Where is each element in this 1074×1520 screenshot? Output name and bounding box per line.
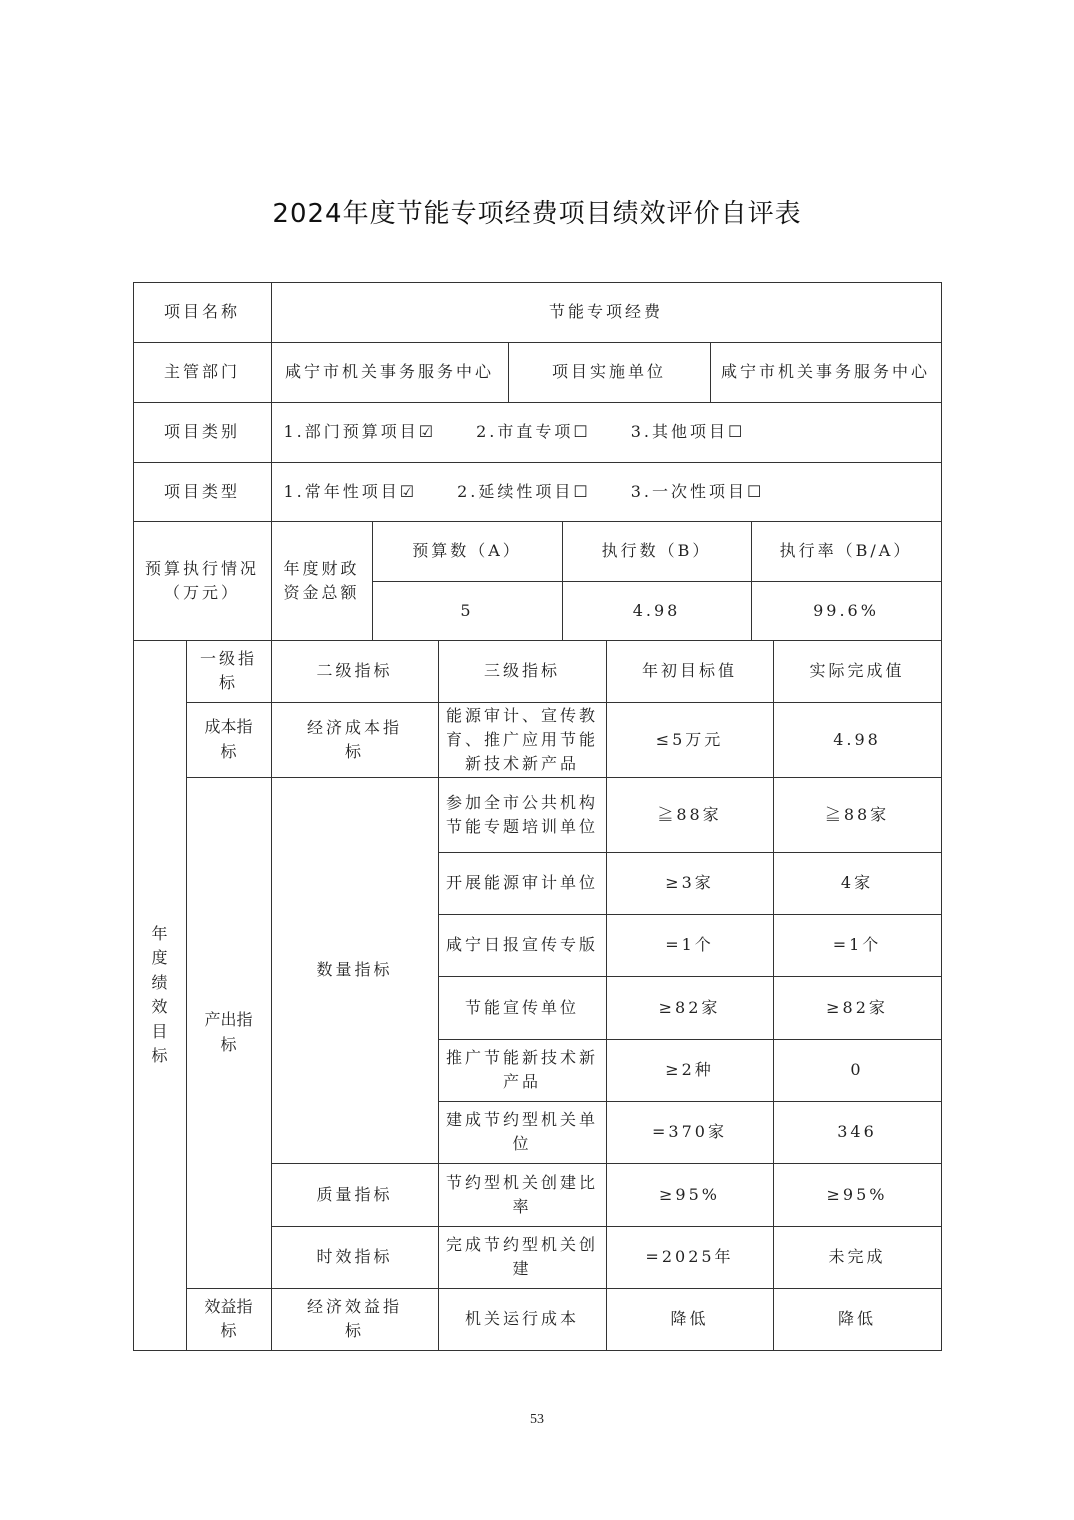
level2-timeliness [271, 1226, 439, 1289]
indicator-name [438, 852, 607, 915]
header-level1-text: 一级指标 [199, 649, 257, 692]
header-level2-text: 二级指标 [316, 661, 393, 680]
value-budget-b [562, 581, 752, 641]
level1-output [186, 777, 272, 1289]
indicator-target [606, 976, 774, 1040]
indicator-name [438, 1288, 607, 1351]
value-impl [710, 342, 942, 403]
label-dept [133, 342, 272, 403]
option-2[interactable]: 2.市直专项☐ [476, 422, 591, 441]
label-annual-goals-text: 年度绩效目标 [151, 923, 168, 1065]
label-budget-total [271, 521, 373, 641]
value-budget-a [372, 581, 563, 641]
label-budget [133, 521, 272, 641]
level1-benefit-text: 效益指标 [204, 1296, 253, 1340]
label-type [133, 462, 272, 522]
indicator-actual [773, 1226, 942, 1289]
indicator-name [438, 914, 607, 977]
indicator-target-text: =1个 [665, 935, 714, 954]
indicator-name-text: 能源审计、宣传教育、推广应用节能新技术新产品 [445, 705, 598, 773]
indicator-target-text: ≥2种 [665, 1060, 714, 1079]
indicator-target [606, 777, 774, 853]
indicator-name [438, 1163, 607, 1227]
level2-quality [271, 1163, 439, 1227]
label-dept-text: 主管部门 [163, 362, 240, 381]
indicator-name [438, 976, 607, 1040]
indicator-actual [773, 1039, 942, 1102]
indicator-actual [773, 852, 942, 915]
indicator-name-text: 机关运行成本 [464, 1309, 579, 1328]
indicator-actual-text: 0 [850, 1060, 864, 1079]
level2-quality-text: 质量指标 [316, 1184, 393, 1204]
indicator-actual [773, 1163, 942, 1227]
indicator-target-text: ≥3家 [665, 873, 714, 892]
indicator-actual [773, 1101, 942, 1164]
label-project-name-text: 项目名称 [163, 302, 240, 321]
indicator-name-text: 咸宁日报宣传专版 [445, 935, 598, 954]
label-impl [508, 342, 711, 403]
indicator-actual-text: 降低 [837, 1309, 876, 1328]
level2-econ-benefit [271, 1288, 439, 1351]
value-dept [271, 342, 509, 403]
indicator-name [438, 1101, 607, 1164]
label-category [133, 402, 272, 463]
header-budget-b [562, 521, 752, 582]
label-type-text: 项目类型 [163, 481, 240, 501]
header-level1 [186, 640, 272, 703]
level2-quantity [271, 777, 439, 1164]
indicator-actual [773, 702, 942, 778]
level2-quantity-text: 数量指标 [316, 960, 393, 979]
indicator-target [606, 1163, 774, 1227]
value-impl-text: 咸宁市机关事务服务中心 [720, 362, 930, 381]
option-2[interactable]: 2.延续性项目☐ [457, 481, 591, 501]
indicator-name [438, 777, 607, 853]
value-type [271, 462, 942, 522]
indicator-actual-text: 346 [837, 1122, 877, 1141]
option-3[interactable]: 3.一次性项目☐ [630, 481, 765, 501]
header-target [606, 640, 774, 703]
label-project-name [133, 282, 272, 343]
option-1[interactable]: 1.常年性项目☑ [283, 481, 418, 501]
indicator-actual-text: ≥95% [826, 1184, 888, 1204]
header-budget-rate [751, 521, 942, 582]
indicator-target [606, 1039, 774, 1102]
value-budget-a-text: 5 [460, 600, 474, 620]
level1-cost [186, 702, 272, 778]
indicator-name-text: 节约型机关创建比率 [445, 1172, 598, 1216]
value-project-name [271, 282, 942, 343]
value-budget-rate-text: 99.6% [813, 600, 879, 620]
indicator-actual-text: 4.98 [833, 729, 881, 749]
document-title: 2024年度节能专项经费项目绩效评价自评表 [272, 199, 802, 229]
label-budget-total-text: 年度财政资金总额 [283, 558, 360, 602]
level2-econ-cost [271, 702, 439, 778]
indicator-target-text: ≥95% [659, 1184, 720, 1204]
value-budget-rate [751, 581, 942, 641]
page-number: 53 [530, 1412, 544, 1427]
level2-timeliness-text: 时效指标 [316, 1247, 393, 1266]
label-annual-goals [133, 640, 187, 1351]
header-budget-rate-text: 执行率（B/A） [779, 541, 913, 560]
level2-econ-benefit-text: 经济效益指标 [306, 1297, 402, 1340]
header-actual-text: 实际完成值 [809, 661, 905, 680]
indicator-target [606, 914, 774, 977]
indicator-actual-text: =1个 [832, 935, 882, 954]
indicator-target [606, 1101, 774, 1164]
header-target-text: 年初目标值 [641, 661, 737, 680]
level1-benefit [186, 1288, 272, 1351]
indicator-target-text: ≤5万元 [655, 729, 724, 749]
indicator-name [438, 1039, 607, 1102]
indicator-actual-text: ≧88家 [824, 804, 890, 824]
indicator-name-text: 完成节约型机关创建 [445, 1235, 598, 1278]
indicator-target [606, 1226, 774, 1289]
indicator-target [606, 702, 774, 778]
header-level3-text: 三级指标 [483, 661, 560, 680]
indicator-actual [773, 914, 942, 977]
value-project-name-text: 节能专项经费 [548, 302, 663, 321]
indicator-target-text: 降低 [670, 1309, 709, 1328]
indicator-name [438, 702, 607, 778]
option-1[interactable]: 1.部门预算项目☑ [283, 422, 437, 441]
indicator-actual [773, 777, 942, 853]
indicator-name-text: 节能宣传单位 [464, 997, 579, 1017]
level1-cost-text: 成本指标 [204, 717, 253, 761]
indicator-target [606, 852, 774, 915]
indicator-target-text: =370家 [652, 1122, 727, 1141]
header-budget-a-text: 预算数（A） [412, 541, 522, 560]
indicator-target-text: ≧88家 [657, 804, 722, 824]
header-actual [773, 640, 942, 703]
indicator-target [606, 1288, 774, 1351]
indicator-actual-text: 未完成 [828, 1247, 886, 1266]
value-budget-b-text: 4.98 [632, 600, 681, 620]
label-budget-text: 预算执行情况（万元） [144, 558, 259, 602]
indicator-name-text: 建成节约型机关单位 [445, 1110, 598, 1153]
value-category [271, 402, 942, 463]
indicator-target-text: ≥82家 [658, 997, 721, 1017]
header-level3 [438, 640, 607, 703]
option-3[interactable]: 3.其他项目☐ [630, 422, 746, 441]
indicator-actual [773, 976, 942, 1040]
indicator-name-text: 推广节能新技术新产品 [445, 1048, 598, 1091]
indicator-target-text: =2025年 [645, 1247, 734, 1266]
level2-econ-cost-text: 经济成本指标 [306, 717, 402, 761]
header-level2 [271, 640, 439, 703]
indicator-actual [773, 1288, 942, 1351]
level1-output-text: 产出指标 [204, 1010, 253, 1054]
label-category-text: 项目类别 [163, 422, 240, 441]
indicator-actual-text: 4家 [840, 873, 874, 892]
header-budget-a [372, 521, 563, 582]
indicator-actual-text: ≥82家 [826, 997, 888, 1017]
indicator-name-text: 开展能源审计单位 [445, 873, 598, 892]
value-dept-text: 咸宁市机关事务服务中心 [284, 362, 494, 381]
indicator-name-text: 参加全市公共机构节能专题培训单位 [445, 792, 598, 836]
indicator-name [438, 1226, 607, 1289]
header-budget-b-text: 执行数（B） [601, 541, 712, 560]
label-impl-text: 项目实施单位 [551, 362, 666, 381]
